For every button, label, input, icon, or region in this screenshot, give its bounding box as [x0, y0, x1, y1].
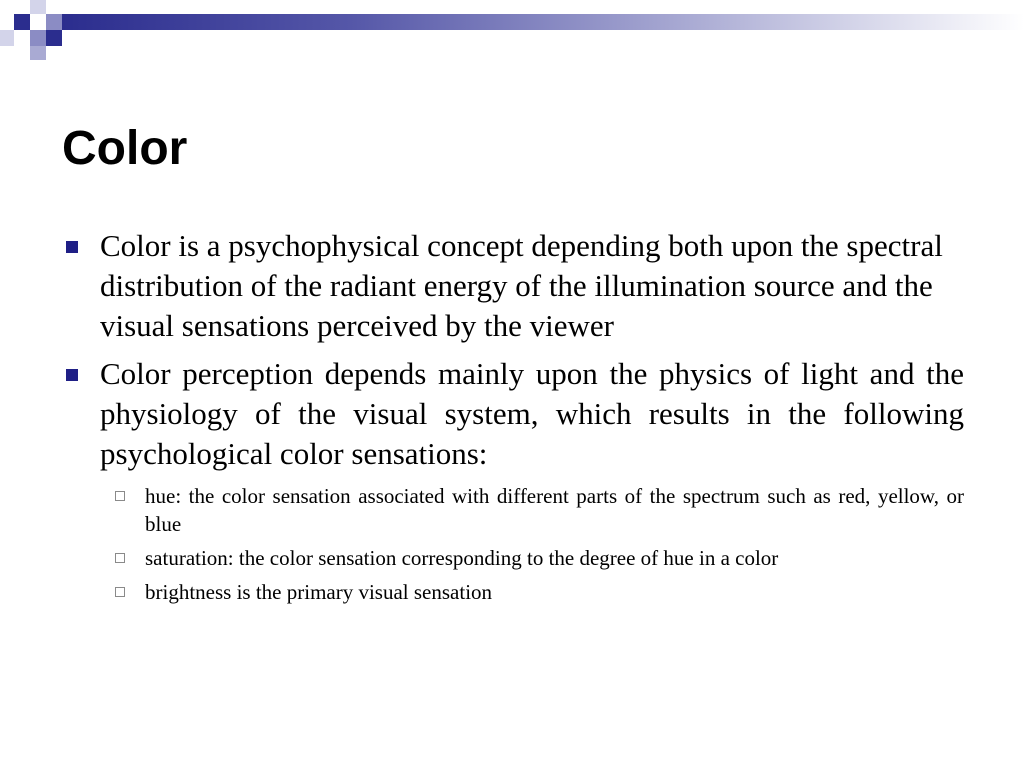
decor-square-icon [30, 0, 46, 14]
header-gradient-bar [62, 14, 1024, 30]
sub-bullet-item [62, 544, 964, 572]
bullet-text: Color perception depends mainly upon the physics of light and the physiology of the visual system, which results in the following psychological color sensations: [100, 356, 964, 471]
slide-title: Color [62, 122, 188, 175]
decor-square-icon [46, 0, 62, 14]
bullet-text: Color is a psychophysical concept depending both upon the spectral distribution of the radiant energy of the illumination source and the visual sensations perceived by the viewer [100, 228, 943, 343]
sub-bullet-item [62, 482, 964, 538]
sub-bullet-text: brightness is the primary visual sensation [145, 580, 493, 604]
hollow-square-icon [115, 491, 125, 501]
sub-bullet-text: saturation: the color sensation corresponding to the degree of hue in a color [145, 546, 779, 570]
decor-square-icon [30, 14, 46, 30]
hollow-square-icon [115, 553, 125, 563]
bullet-item [62, 226, 964, 346]
sub-bullet-list [62, 482, 964, 606]
sub-bullet-item [62, 578, 964, 606]
decor-square-icon [0, 30, 14, 46]
decor-square-icon [30, 30, 46, 46]
decor-square-icon [46, 14, 62, 30]
bullet-item [62, 354, 964, 474]
filled-square-icon [66, 241, 78, 253]
decor-square-icon [30, 46, 46, 60]
slide-body [62, 226, 964, 612]
decor-square-icon [46, 30, 62, 46]
hollow-square-icon [115, 587, 125, 597]
filled-square-icon [66, 369, 78, 381]
decor-square-icon [14, 14, 30, 30]
sub-bullet-text: hue: the color sensation associated with different parts of the spectrum such as red, yellow, or blue [145, 484, 964, 536]
